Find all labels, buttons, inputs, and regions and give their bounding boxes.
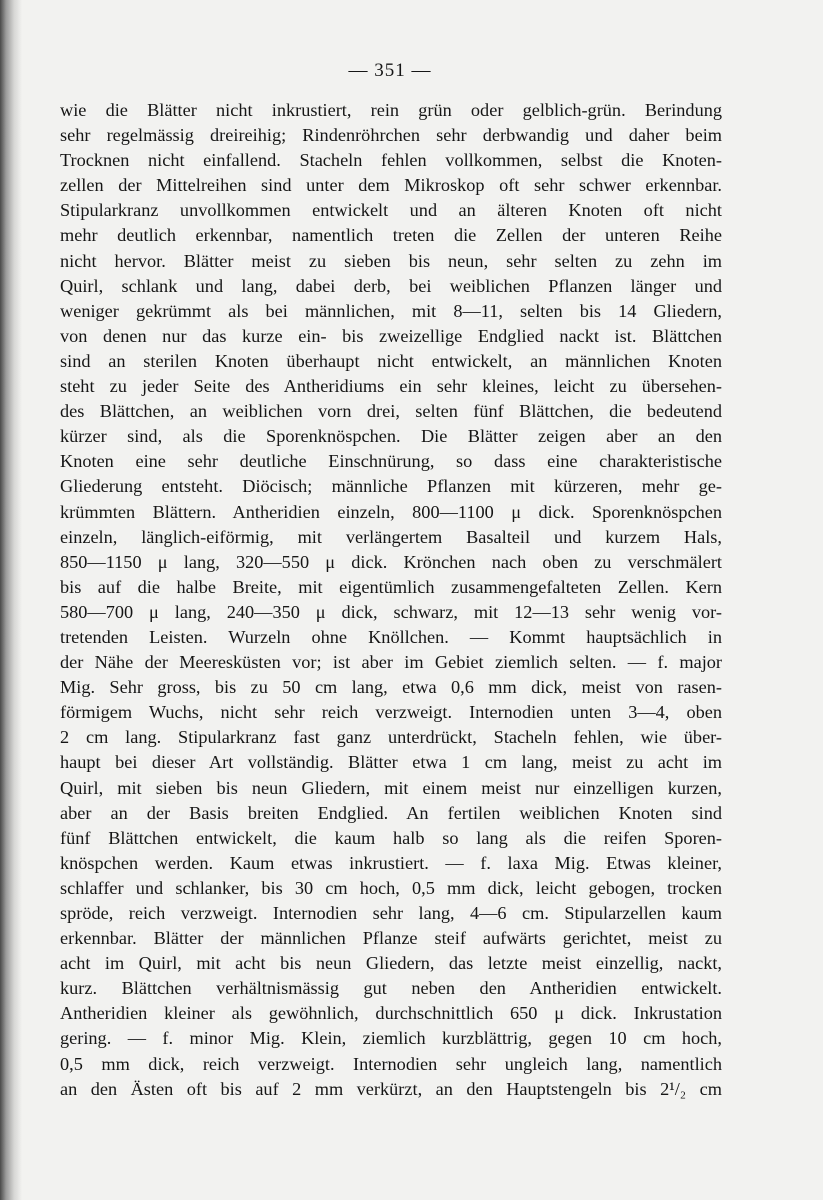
text-line: 2 cm lang. Stipularkranz fast ganz unterdrückt, Stacheln fehlen, wie über- [60, 727, 722, 748]
page-number: — 351 — [348, 60, 432, 81]
text-line: sehr regelmässig dreireihig; Rindenröhrchen sehr derbwandig und daher beim [60, 125, 722, 146]
text-line: aber an der Basis breiten Endglied. An fertilen weiblichen Knoten sind [60, 802, 722, 823]
text-line: Mig. Sehr gross, bis zu 50 cm lang, etwa 0,6 mm dick, meist von rasen- [60, 677, 722, 698]
text-line: mehr deutlich erkennbar, namentlich treten die Zellen der unteren Reihe [60, 225, 722, 246]
body-text [60, 98, 722, 1102]
text-line: kurz. Blättchen verhältnismässig gut neben den Antheridien entwickelt. [60, 978, 722, 999]
text-line: kürzer sind, als die Sporenknöspchen. Die Blätter zeigen aber an den [60, 426, 722, 447]
text-line: Stipularkranz unvollkommen entwickelt und an älteren Knoten oft nicht [60, 200, 722, 221]
text-line: haupt bei dieser Art vollständig. Blätter etwa 1 cm lang, meist zu acht im [60, 752, 722, 773]
text-line: Knoten eine sehr deutliche Einschnürung, so dass eine charakteristische [60, 451, 722, 472]
text-line: zellen der Mittelreihen sind unter dem Mikroskop oft sehr schwer erkennbar. [60, 175, 722, 196]
text-line: 850—1150 μ lang, 320—550 μ dick. Krönchen nach oben zu verschmälert [60, 551, 722, 572]
text-line: Quirl, mit sieben bis neun Gliedern, mit einem meist nur einzelligen kurzen, [60, 777, 722, 798]
page-binding-shadow [0, 0, 22, 1200]
text-line: acht im Quirl, mit acht bis neun Gliedern, das letzte meist einzellig, nackt, [60, 953, 722, 974]
text-line: nicht hervor. Blätter meist zu sieben bis neun, sehr selten zu zehn im [60, 250, 722, 271]
text-line: förmigem Wuchs, nicht sehr reich verzweigt. Internodien unten 3—4, oben [60, 702, 722, 723]
text-line: gering. — f. minor Mig. Klein, ziemlich kurzblättrig, gegen 10 cm hoch, [60, 1028, 722, 1049]
text-line: krümmten Blättern. Antheridien einzeln, 800—1100 μ dick. Sporenknöspchen [60, 501, 722, 522]
text-line: weniger gekrümmt als bei männlichen, mit 8—11, selten bis 14 Gliedern, [60, 300, 722, 321]
text-line: wie die Blätter nicht inkrustiert, rein grün oder gelblich-grün. Berindung [60, 100, 722, 120]
text-line: Gliederung entsteht. Diöcisch; männliche Pflanzen mit kürzeren, mehr ge- [60, 476, 722, 497]
text-line: steht zu jeder Seite des Antheridiums ein sehr kleines, leicht zu übersehen- [60, 376, 722, 397]
text-line: 580—700 μ lang, 240—350 μ dick, schwarz, mit 12—13 sehr wenig vor- [60, 601, 722, 622]
text-line: spröde, reich verzweigt. Internodien sehr lang, 4—6 cm. Stipularzellen kaum [60, 903, 722, 923]
text-line: Antheridien kleiner als gewöhnlich, durchschnittlich 650 μ dick. Inkrustation [60, 1003, 722, 1024]
text-line: der Nähe der Meeresküsten vor; ist aber im Gebiet ziemlich selten. — f. major [60, 652, 722, 673]
text-line: schlaffer und schlanker, bis 30 cm hoch, 0,5 mm dick, leicht gebogen, trocken [60, 877, 722, 898]
text-line: des Blättchen, an weiblichen vorn drei, selten fünf Blättchen, die bedeutend [60, 401, 722, 422]
text-line: Trocknen nicht einfallend. Stacheln fehlen vollkommen, selbst die Knoten- [60, 150, 722, 171]
text-line: sind an sterilen Knoten überhaupt nicht entwickelt, an männlichen Knoten [60, 350, 722, 371]
text-line: von denen nur das kurze ein- bis zweizellige Endglied nackt ist. Blättchen [60, 325, 722, 346]
text-line: 0,5 mm dick, reich verzweigt. Internodien sehr ungleich lang, namentlich [60, 1053, 722, 1074]
text-line: an den Ästen oft bis auf 2 mm verkürzt, an den Hauptstengeln bis 2¹/₂ cm [60, 1078, 722, 1099]
text-line: Quirl, schlank und lang, dabei derb, bei weiblichen Pflanzen länger und [60, 275, 722, 296]
text-line: knöspchen werden. Kaum etwas inkrustiert. — f. laxa Mig. Etwas kleiner, [60, 852, 722, 873]
text-line: tretenden Leisten. Wurzeln ohne Knöllchen. — Kommt hauptsächlich in [60, 626, 722, 647]
text-line: einzeln, länglich-eiförmig, mit verlängertem Basalteil und kurzem Hals, [60, 526, 722, 547]
text-line: erkennbar. Blätter der männlichen Pflanze steif aufwärts gerichtet, meist zu [60, 928, 722, 949]
text-line: bis auf die halbe Breite, mit eigentümlich zusammengefalteten Zellen. Kern [60, 576, 722, 597]
text-line: fünf Blättchen entwickelt, die kaum halb so lang als die reifen Sporen- [60, 827, 722, 848]
